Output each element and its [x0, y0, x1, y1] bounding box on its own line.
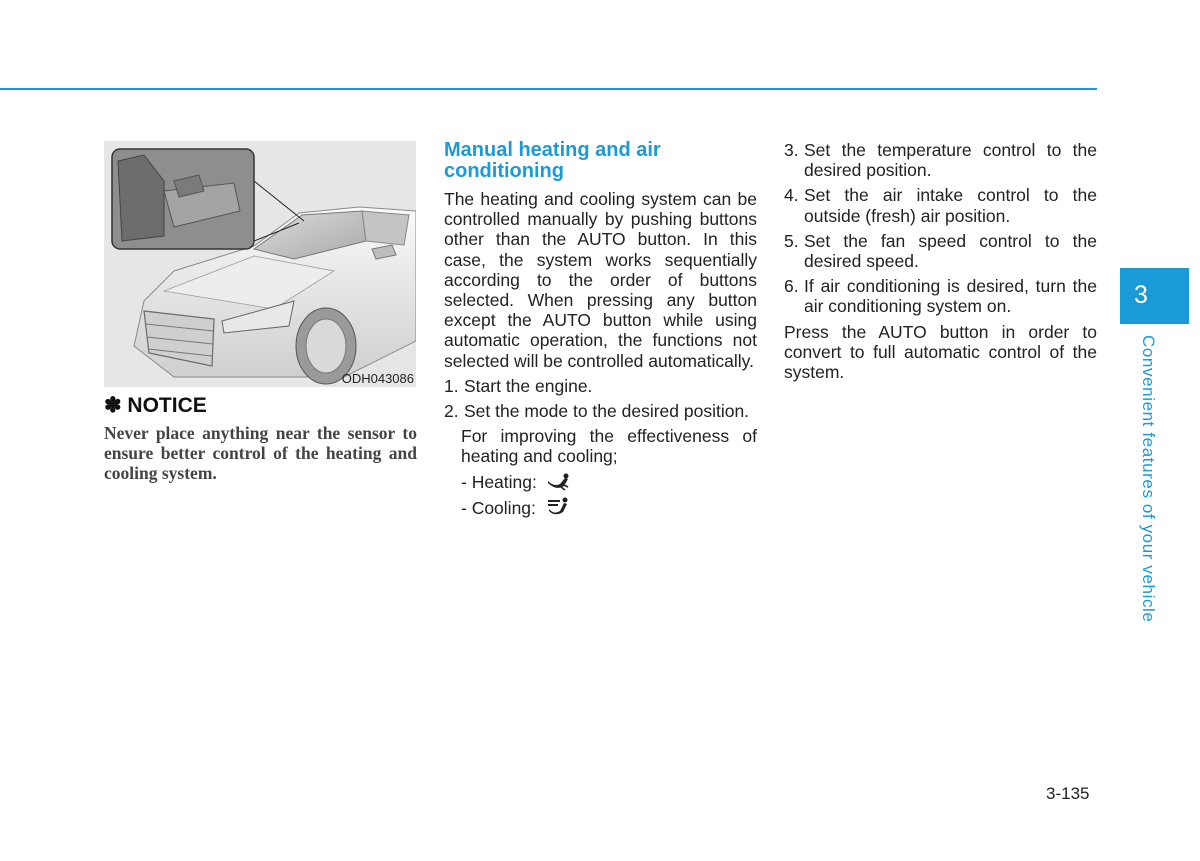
car-illustration-graphic: [104, 141, 416, 387]
step-text: Start the engine.: [464, 375, 593, 396]
step-number: 2.: [444, 401, 459, 422]
step-text: Set the temperature control to the desired position.: [804, 140, 1097, 181]
face-floor-vent-mode-icon: [545, 497, 571, 517]
step-number: 5.: [784, 230, 799, 251]
step-3: [784, 140, 1097, 180]
step-number: 6.: [784, 276, 799, 297]
heating-label: - Heating:: [461, 471, 537, 492]
mode-note: For improving the effectiveness of heating and cooling;: [461, 426, 757, 467]
chapter-number: 3: [1134, 281, 1148, 309]
step-text: If air conditioning is desired, turn the air conditioning system on.: [804, 276, 1097, 317]
step-1: [444, 376, 757, 396]
step-2: [444, 401, 757, 421]
chapter-tab: [1120, 268, 1189, 324]
step-6: [784, 276, 1097, 316]
figure-code: ODH043086: [341, 371, 414, 386]
intro-paragraph: The heating and cooling system can be controlled manually by pushing buttons other than the AUTO button. In this case, the system works sequentially according to the order of buttons selected. When pressing any button except the AUTO button while using automatic operation, the functions not selected will be controlled automatically.: [444, 189, 757, 371]
step-number: 3.: [784, 140, 799, 160]
notice-title: ✽ NOTICE: [104, 394, 207, 417]
step-text: Set the air intake control to the outside (fresh) air position.: [804, 185, 1097, 226]
step-text: Set the fan speed control to the desired speed.: [804, 230, 1097, 272]
header-rule: [0, 88, 1097, 90]
section-title: Manual heating and air conditioning: [444, 139, 661, 182]
cooling-label: - Cooling:: [461, 497, 536, 518]
step-5: [784, 231, 1097, 271]
middle-column: [444, 140, 757, 523]
cooling-line: [444, 497, 757, 518]
notice-text: Never place anything near the sensor to ensure better control of the heating and cooling system.: [104, 423, 417, 483]
closing-paragraph: Press the AUTO button in order to convert to full automatic control of the system.: [784, 321, 1097, 383]
step-number: 1.: [444, 375, 459, 396]
step-number: 4.: [784, 185, 799, 206]
step-4: [784, 185, 1097, 225]
page-number: 3-135: [1046, 784, 1090, 803]
heating-line: [444, 472, 757, 492]
floor-vent-mode-icon: [546, 473, 572, 491]
chapter-title: Convenient features of your vehicle: [1139, 335, 1158, 623]
car-sensor-illustration: [104, 141, 416, 387]
right-column: [784, 140, 1097, 387]
step-text: Set the mode to the desired position.: [464, 401, 750, 422]
